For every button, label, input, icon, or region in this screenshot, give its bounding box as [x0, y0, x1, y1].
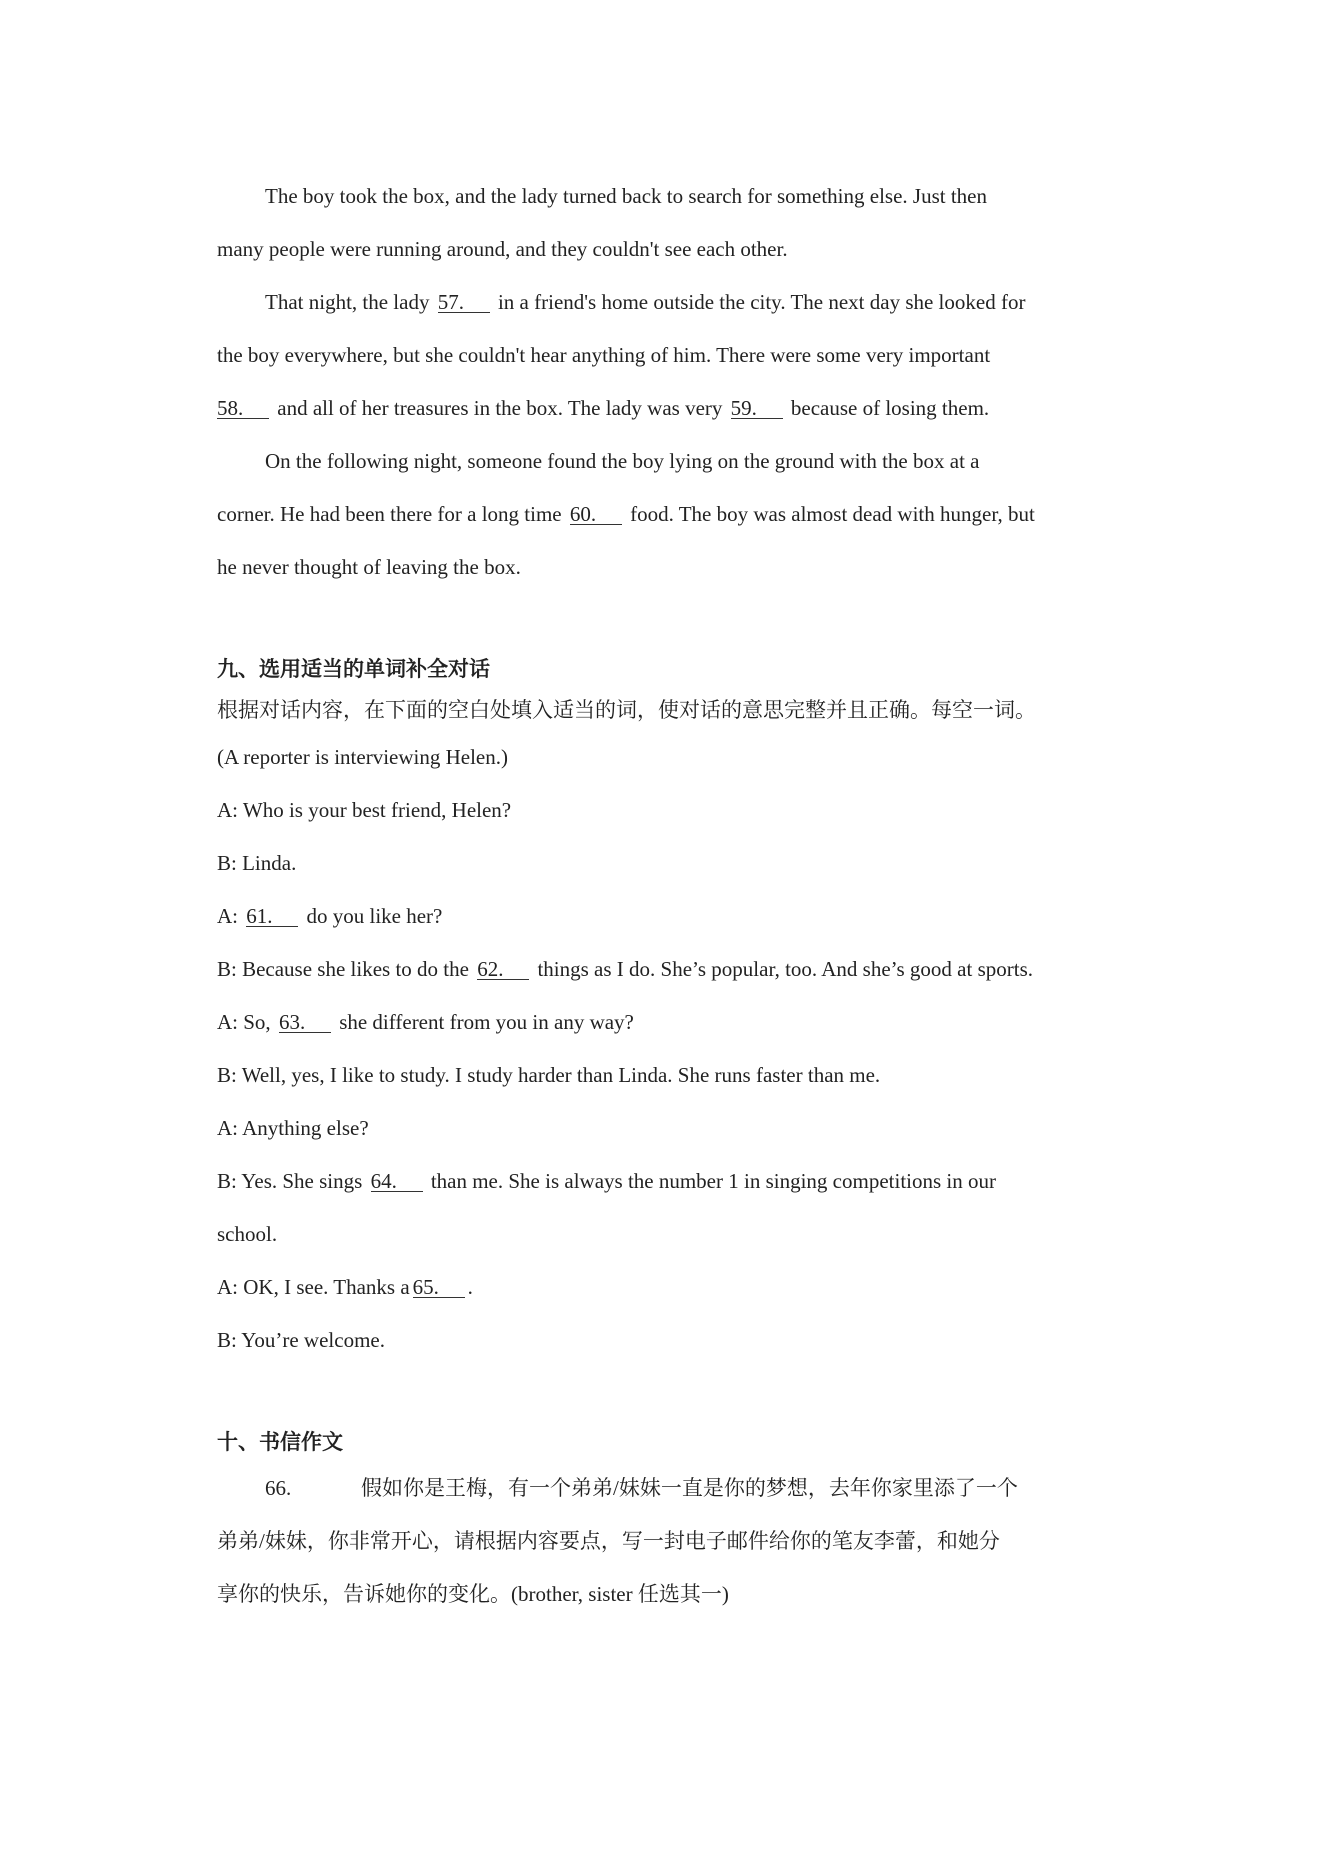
passage-line: [217, 276, 1117, 329]
passage-line: The boy took the box, and the lady turned back to search for something else. Just then: [265, 184, 987, 208]
dialogue-text: A: So,: [217, 1010, 271, 1034]
answer-blank-59[interactable]: 59.: [731, 398, 783, 419]
passage-line: On the following night, someone found the boy lying on the ground with the box at a: [265, 449, 980, 473]
dialogue-line: A: Who is your best friend, Helen?: [217, 798, 512, 822]
writing-prompt-line: 弟弟/妹妹，你非常开心，请根据内容要点，写一封电子邮件给你的笔友李蕾，和她分: [217, 1529, 1000, 1553]
dialogue-line: [217, 943, 1117, 996]
section-gap: [217, 1367, 1117, 1422]
section-heading-10: 十、书信作文: [217, 1430, 343, 1454]
writing-prompt-text: 假如你是王梅，有一个弟弟/妹妹一直是你的梦想，去年你家里添了一个: [361, 1476, 1018, 1500]
passage-text: food. The boy was almost dead with hunger, but: [630, 502, 1035, 526]
dialogue-text: A:: [217, 904, 238, 928]
dialogue-line: B: Well, yes, I like to study. I study harder than Linda. She runs faster than me.: [217, 1063, 881, 1087]
passage-line: [217, 382, 1117, 435]
passage-text: and all of her treasures in the box. The lady was very: [277, 396, 723, 420]
section-instruction: 根据对话内容，在下面的空白处填入适当的词，使对话的意思完整并且正确。每空一词。: [217, 698, 1036, 722]
passage-text: corner. He had been there for a long time: [217, 502, 562, 526]
dialogue-text: things as I do. She’s popular, too. And she’s good at sports.: [537, 957, 1034, 981]
answer-blank-58[interactable]: 58.: [217, 398, 269, 419]
passage-line: [217, 488, 1117, 541]
dialogue-text: B: Yes. She sings: [217, 1169, 363, 1193]
answer-blank-61[interactable]: 61.: [246, 906, 298, 927]
dialogue-line: school.: [217, 1222, 278, 1246]
passage-text: because of losing them.: [790, 396, 990, 420]
dialogue-text: do you like her?: [306, 904, 443, 928]
writing-prompt-line: 享你的快乐，告诉她你的变化。(brother, sister 任选其一): [217, 1582, 729, 1606]
passage-line: the boy everywhere, but she couldn't hear anything of him. There were some very important: [217, 343, 991, 367]
dialogue-text: B: Because she likes to do the: [217, 957, 469, 981]
answer-blank-63[interactable]: 63.: [279, 1012, 331, 1033]
question-number: 66.: [265, 1476, 292, 1500]
dialogue-line: B: Linda.: [217, 851, 297, 875]
dialogue-line: [217, 996, 1117, 1049]
passage-line: he never thought of leaving the box.: [217, 555, 521, 579]
passage-text: in a friend's home outside the city. The next day she looked for: [497, 290, 1026, 314]
section-gap: [217, 594, 1117, 649]
section-heading-9: 九、选用适当的单词补全对话: [217, 657, 490, 681]
answer-blank-64[interactable]: 64.: [371, 1171, 423, 1192]
answer-blank-62[interactable]: 62.: [477, 959, 529, 980]
dialogue-context: (A reporter is interviewing Helen.): [217, 745, 508, 769]
dialogue-line: [217, 1155, 1117, 1208]
answer-blank-57[interactable]: 57.: [438, 292, 490, 313]
dialogue-text: .: [467, 1275, 473, 1299]
dialogue-line: [217, 1261, 1117, 1314]
dialogue-text: she different from you in any way?: [339, 1010, 634, 1034]
passage-text: That night, the lady: [265, 290, 430, 314]
document-page: [217, 170, 1117, 1621]
answer-blank-60[interactable]: 60.: [570, 504, 622, 525]
writing-prompt-line: [217, 1462, 1117, 1515]
dialogue-line: B: You’re welcome.: [217, 1328, 385, 1352]
dialogue-line: A: Anything else?: [217, 1116, 369, 1140]
dialogue-text: A: OK, I see. Thanks a: [217, 1275, 410, 1299]
passage-line: many people were running around, and they couldn't see each other.: [217, 237, 788, 261]
dialogue-text: than me. She is always the number 1 in singing competitions in our: [430, 1169, 996, 1193]
dialogue-line: [217, 890, 1117, 943]
answer-blank-65[interactable]: 65.: [413, 1277, 465, 1298]
